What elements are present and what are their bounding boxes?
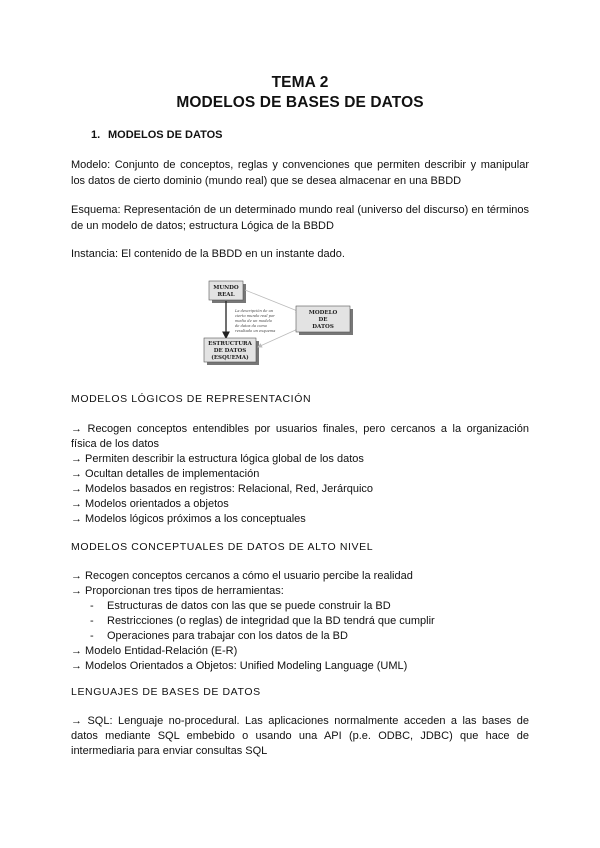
dash-bullet: - <box>90 600 94 612</box>
box-mundo-real <box>209 281 243 300</box>
definition-modelo: Modelo: Conjunto de conceptos, reglas y convenciones que permiten describir y manipular los datos de cierto dominio (mundo real) que se desea almacenar en una BBDD <box>71 159 529 187</box>
definition-esquema: Esquema: Representación de un determinado mundo real (universo del discurso) en términos de un modelo de datos; estructura Lógica de la BBDD <box>71 204 529 232</box>
heading-modelos-conceptuales: MODELOS CONCEPTUALES DE DATOS DE ALTO NIVEL <box>71 541 374 553</box>
list-item: → Recogen conceptos cercanos a cómo el usuario percibe la realidad <box>71 570 413 582</box>
list-item: → Recogen conceptos entendibles por usuarios finales, pero cercanos a la organización física de los datos <box>71 423 529 450</box>
list-item: → Modelos orientados a objetos <box>71 498 229 510</box>
box-modelo-line3: DATOS <box>312 324 334 330</box>
document-title: TEMA 2 <box>271 74 329 91</box>
list-item: → Modelos Orientados a Objetos: Unified Modeling Language (UML) <box>71 660 408 672</box>
heading-lenguajes: LENGUAJES DE BASES DE DATOS <box>71 686 261 698</box>
box-mundo-line1: MUNDO <box>213 285 239 291</box>
box-estructura-line1: ESTRUCTURA <box>208 341 252 347</box>
dash-bullet: - <box>90 630 94 642</box>
list-item: → Modelos lógicos próximos a los conceptuales <box>71 513 306 525</box>
box-modelo-line1: MODELO <box>308 310 338 316</box>
box-estructura-line3: (ESQUEMA) <box>211 355 249 361</box>
box-mundo-line2: REAL <box>217 292 235 298</box>
definition-instancia: Instancia: El contenido de la BBDD en un instante dado. <box>71 248 345 260</box>
sub-item-text: Operaciones para trabajar con los datos de la BD <box>107 630 348 642</box>
list-item: → Modelo Entidad-Relación (E-R) <box>71 645 238 657</box>
note-line-3: medio de un modelo <box>235 319 272 323</box>
list-item: → Proporcionan tres tipos de herramientas: <box>71 585 284 597</box>
sub-list-item <box>71 614 529 629</box>
heading-modelos-logicos: MODELOS LÓGICOS DE REPRESENTACIÓN <box>71 393 312 405</box>
paragraph-sql: → SQL: Lenguaje no-procedural. Las aplicaciones normalmente acceden a las bases de datos mediante SQL embebido o usando una API (p.e. ODBC, JDBC) que hace de intermediaria para enviar consultas SQL <box>71 715 529 757</box>
note-line-4: de datos da como <box>235 324 267 328</box>
document-subtitle: MODELOS DE BASES DE DATOS <box>176 94 424 111</box>
box-modelo-line2: DE <box>318 317 328 323</box>
sub-item-text: Restricciones (o reglas) de integridad que la BD tendrá que cumplir <box>107 615 435 627</box>
note-line-5: resultado un esquema <box>235 329 276 333</box>
note-line-1: La descripción de un <box>235 309 274 313</box>
note-line-2: cierto mundo real por <box>235 314 275 318</box>
box-estructura-datos <box>204 338 256 362</box>
section-label: MODELOS DE DATOS <box>108 129 223 141</box>
box-modelo-datos <box>296 306 350 332</box>
data-model-diagram <box>196 272 372 372</box>
box-estructura-line2: DE DATOS <box>213 348 247 354</box>
list-modelos-logicos <box>71 422 529 527</box>
section-heading-modelos-de-datos <box>91 129 223 141</box>
diagram-note <box>234 309 275 333</box>
list-item: → Modelos basados en registros: Relacional, Red, Jerárquico <box>71 483 374 495</box>
section-number: 1. <box>91 129 101 141</box>
dash-bullet: - <box>90 615 94 627</box>
sub-item-text: Estructuras de datos con las que se puede construir la BD <box>107 600 391 612</box>
list-item: → Ocultan detalles de implementación <box>71 468 260 480</box>
list-item: → Permiten describir la estructura lógica global de los datos <box>71 453 364 465</box>
sub-list-item <box>71 629 529 644</box>
sub-list-item <box>71 599 529 614</box>
list-modelos-conceptuales <box>71 569 529 674</box>
